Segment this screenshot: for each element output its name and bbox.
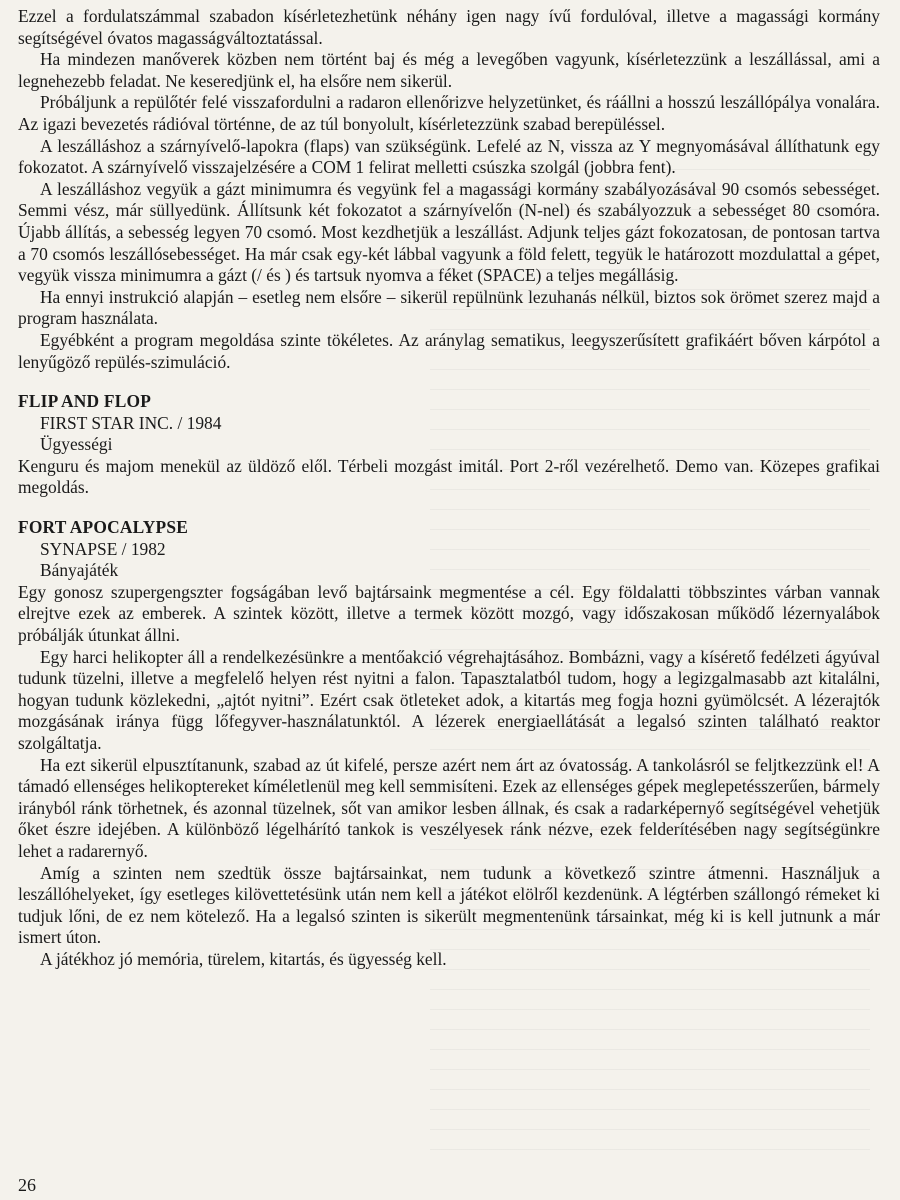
paragraph: A leszálláshoz vegyük a gázt minimumra és vegyünk fel a magassági kormány szabályozásával 90 csomós sebességet. Semmi vész, már süllyedünk. Állítsunk két fokozatot a szárnyívelőn (N-nel) és szabályozzuk a sebességet 80 csomóra. Újabb állítás, a sebesség legyen 70 csomó. Most kezdhetjük a leszállást. Adjunk teljes gázt fokozatosan, de pontosan tartva a 70 csomós leszállósebességet. Ha már csak egy-két lábbal vagyunk a föld felett, tegyük le határozott mozdulattal a gépet, vegyük vissza minimumra a gázt (/ és ) és tartsuk nyomva a féket (SPACE) a teljes megállásig.: [18, 178, 880, 286]
paragraph: Egyébként a program megoldása szinte tökéletes. Az aránylag sematikus, leegyszerűsített grafikáért bőven kárpótol a lenyűgöző repülés-szimuláció.: [18, 329, 880, 372]
game-description: [18, 582, 880, 971]
game-genre: Ügyességi: [40, 434, 113, 455]
paragraph: Ha ennyi instrukció alapján – esetleg nem elsőre – sikerül repülnünk lezuhanás nélkül, biztos sok örömet szerez majd a program használata.: [18, 286, 880, 329]
paragraph: Ezzel a fordulatszámmal szabadon kísérletezhetünk néhány igen nagy ívű fordulóval, illetve a magassági kormány segítségével óvatos magasságváltoztatással.: [18, 6, 880, 48]
game-publisher: SYNAPSE / 1982: [40, 538, 166, 559]
paragraph: Amíg a szinten nem szedtük össze bajtársainkat, nem tudunk a következő szintre átmenni. Használjuk a leszállóhelyeket, így esetleges kilövettetésünk után nem kell a játékot elölről kezdenünk. A légtérben szállongó rémeket ki tudjuk lőni, de ez nem kötelező. Ha a legalsó szinten is sikerült megmentenünk társainkat, még ki is kell jutnunk a már ismert úton.: [18, 862, 880, 948]
intro-section: [18, 6, 880, 373]
game-title: FORT APOCALYPSE: [18, 517, 189, 538]
paragraph: Próbáljunk a repülőtér felé visszafordulni a radaron ellenőrizve helyzetünket, és ráállni a hosszú leszállópálya vonalára. Az igazi bevezetés rádióval történne, de az túl bonyolult, kísérletezzünk szabad berepüléssel.: [18, 92, 880, 134]
paragraph: Ha mindezen manőverek közben nem történt baj és még a levegőben vagyunk, kísérletezzünk a leszállással, ami a legnehezebb feladat. Ne keseredjünk el, ha elsőre nem sikerül.: [18, 49, 880, 91]
paragraph: Ha ezt sikerül elpusztítanunk, szabad az út kifelé, persze azért nem árt az óvatosság. A tankolásról se feljtkezzünk el! A támadó ellenséges helikoptereket kíméletlenül meg kell semmisíteni. Ezek az ellenséges gépek meglepetésszerűen, bármely irányból ránk törhetnek, és azonnal tüzelnek, sőt van amikor lesben állnak, és csak a radarképernyő segítségével vehetjük őket észre idejében. A különböző légelhárító tankok is veszélyesek ránk nézve, ezek felderítésében nagy segítségünkre lehet a radarernyő.: [18, 754, 880, 861]
game-description: [18, 456, 880, 499]
paragraph: Egy harci helikopter áll a rendelkezésünkre a mentőakció végrehajtásához. Bombázni, vagy a kísérető fedélzeti ágyúval tudunk tüzelni, illetve a megfelelő helyen rést nyitni a falon. Tapasztalatból tudom, hogy a legizgalmasabb azt kitalálni, hogyan tudunk közlekedni, „ajtót nyitni”. Ezért csak ötleteket adok, a kitartás meg fogja hozni gyümölcsét. A lézerajtók mozgásának iránya függ lőfegyver-használatunktól. A lézerek energiaellátását a legalsó szinten található reaktor szolgáltatja.: [18, 646, 880, 753]
game-entry-fort-apocalypse: [18, 517, 880, 970]
paragraph: A leszálláshoz a szárnyívelő-lapokra (flaps) van szükségünk. Lefelé az N, vissza az Y megnyomásával állíthatunk egy fokozatot. A szárnyívelő visszajelzésére a COM 1 felirat melletti csúszka szolgál (jobbra fent).: [18, 135, 880, 178]
page-content: [18, 6, 880, 971]
game-title: FLIP AND FLOP: [18, 391, 152, 412]
game-publisher: FIRST STAR INC. / 1984: [40, 412, 222, 433]
paragraph: Egy gonosz szupergengszter fogságában levő bajtársaink megmentése a cél. Egy földalatti többszintes várban vannak elrejtve ezek az emberek. A szintek között, illetve a termek között mozgó, vagy időszakosan működő lézernyalábok próbálják útunkat állni.: [18, 581, 880, 646]
game-entry-flip-and-flop: [18, 391, 880, 499]
paragraph: Kenguru és majom menekül az üldöző elől. Térbeli mozgást imitál. Port 2-ről vezérelhető. Demo van. Közepes grafikai megoldás.: [18, 455, 880, 498]
game-genre: Bányajáték: [40, 560, 119, 581]
page-number: 26: [18, 1175, 36, 1195]
paragraph: A játékhoz jó memória, türelem, kitartás, és ügyesség kell.: [40, 948, 447, 969]
